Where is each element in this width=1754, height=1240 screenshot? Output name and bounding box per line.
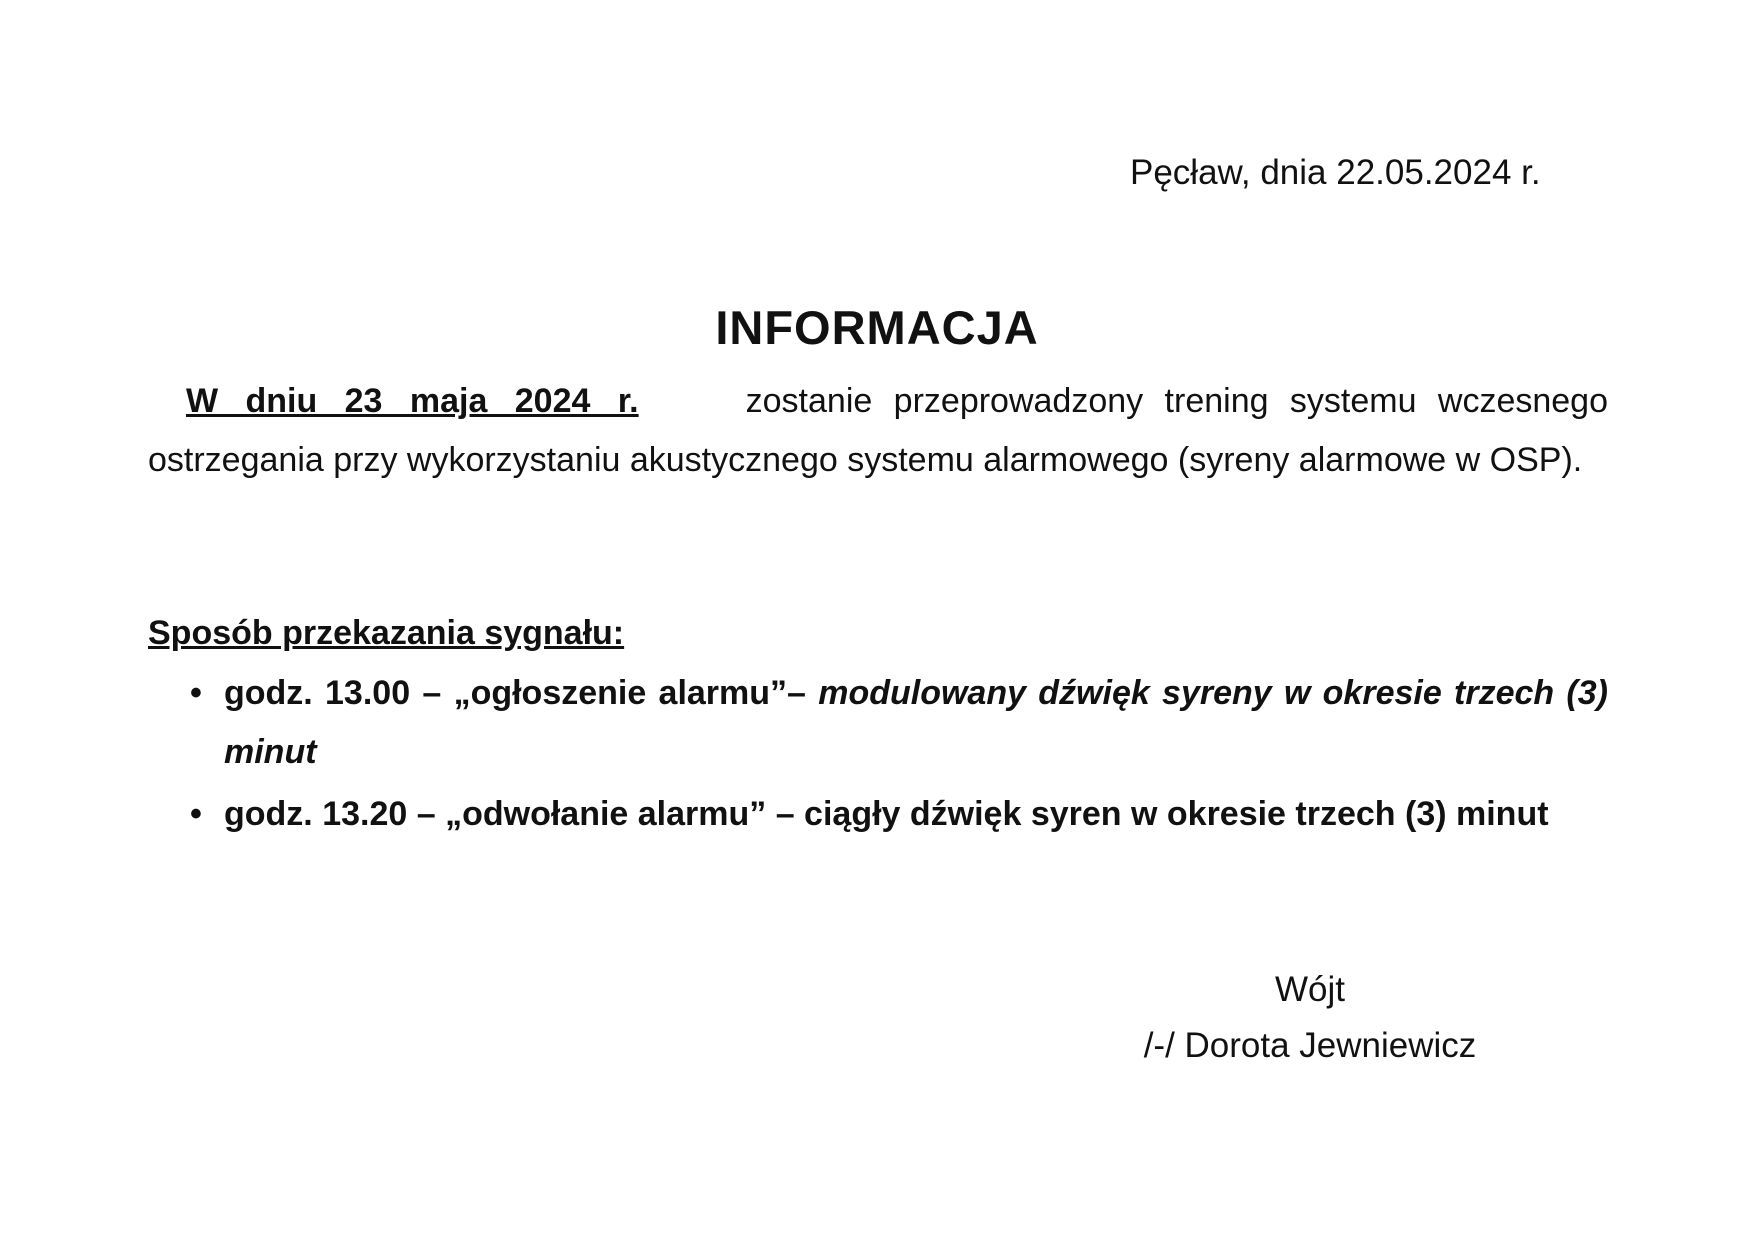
signature-block — [1100, 962, 1520, 1074]
signal-list — [148, 664, 1608, 847]
document-title: INFORMACJA — [715, 301, 1039, 354]
intro-paragraph — [148, 372, 1608, 490]
signatory-role: Wójt — [1275, 970, 1345, 1009]
bullet-icon: • — [190, 795, 202, 833]
signal-item-alarm — [148, 664, 1608, 782]
signal-item-description: modulowany dźwięk syreny w okresie trzech (3) minut — [224, 674, 1608, 771]
place-and-date: Pęcław, dnia 22.05.2024 r. — [1130, 153, 1541, 192]
signal-item-cancel — [148, 785, 1608, 844]
signal-method-heading: Sposób przekazania sygnału: — [148, 614, 625, 652]
bullet-icon: • — [190, 674, 202, 712]
event-date: W dniu 23 maja 2024 r. — [186, 382, 639, 420]
signatory-name: /-/ Dorota Jewniewicz — [1143, 1026, 1477, 1065]
intro-text: zostanie przeprowadzony trening systemu wczesnego ostrzegania przy wykorzystaniu akustycznego systemu alarmowego (syreny alarmowe w OSP). — [148, 382, 1609, 479]
signal-item-label: godz. 13.00 – „ogłoszenie alarmu”– — [224, 674, 806, 712]
signal-item-label: godz. 13.20 – „odwołanie alarmu” – ciągły dźwięk syren w okresie trzech (3) minut — [224, 795, 1549, 833]
